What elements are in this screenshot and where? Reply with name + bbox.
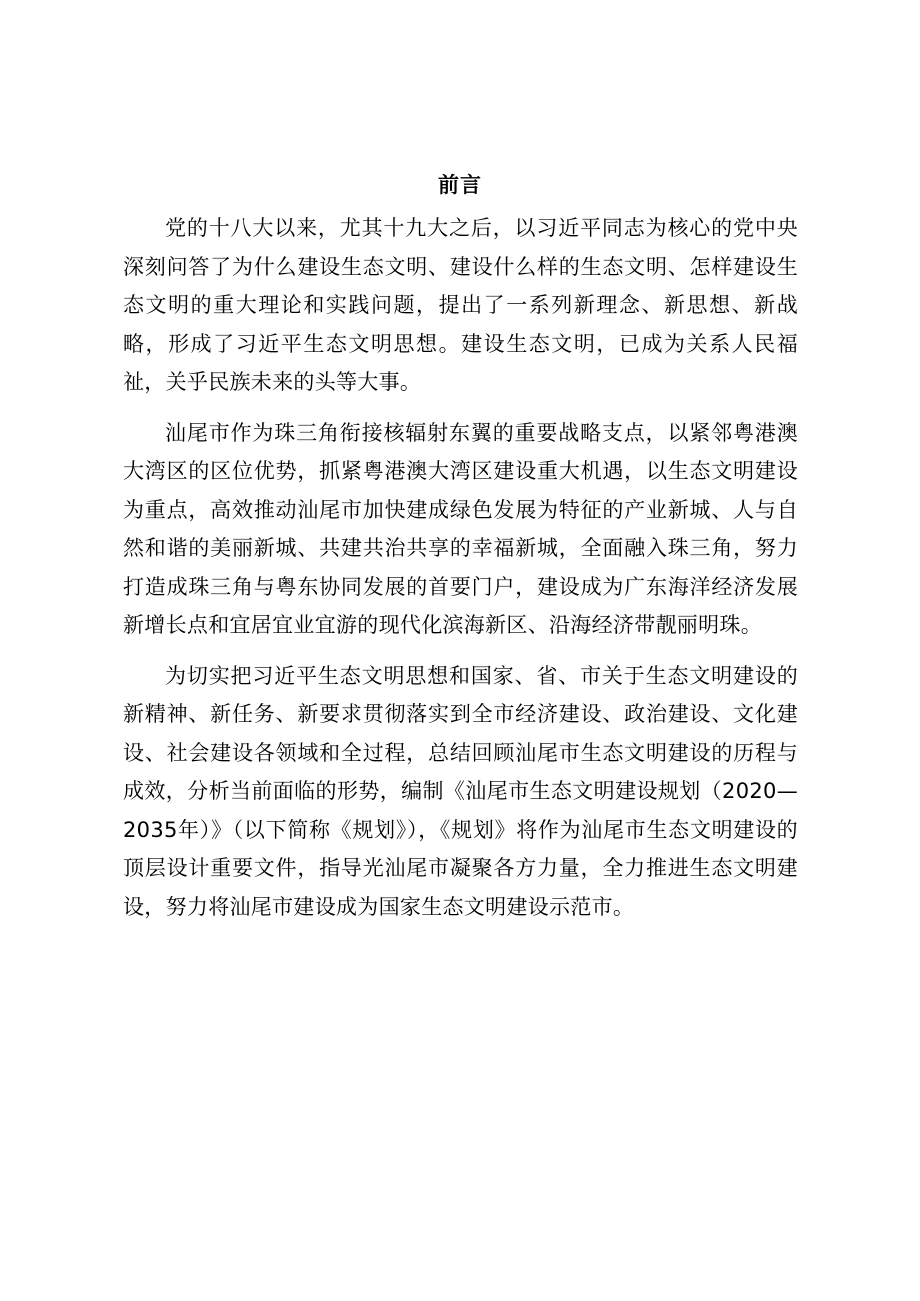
paragraph-3: 为切实把习近平生态文明思想和国家、省、市关于生态文明建设的新精神、新任务、新要求贯彻落实到全市经济建设、政治建设、文化建设、社会建设各领域和全过程，总结回顾汕尾市生态文明建设的历程与成效，分析当前面临的形势，编制《汕尾市生态文明建设规划（2020—2035年）》（以下简称《规划》），《规划》将作为汕尾市生态文明建设的顶层设计重要文件，指导光汕尾市凝聚各方力量，全力推进生态文明建设，努力将汕尾市建设成为国家生态文明建设示范市。 bbox=[123, 663, 798, 919]
page-title: 前言 bbox=[438, 173, 482, 197]
paragraph-2: 汕尾市作为珠三角衔接核辐射东翼的重要战略支点，以紧邻粤港澳大湾区的区位优势，抓紧粤港澳大湾区建设重大机遇，以生态文明建设为重点，高效推动汕尾市加快建成绿色发展为特征的产业新城、人与自然和谐的美丽新城、共建共治共享的幸福新城，全面融入珠三角，努力打造成珠三角与粤东协同发展的首要门户，建设成为广东海洋经济发展新增长点和宜居宜业宜游的现代化滨海新区、沿海经济带靓丽明珠。 bbox=[123, 420, 798, 637]
document-body bbox=[123, 209, 798, 938]
paragraph-1: 党的十八大以来，尤其十九大之后，以习近平同志为核心的党中央深刻问答了为什么建设生态文明、建设什么样的生态文明、怎样建设生态文明的重大理论和实践问题，提出了一系列新理念、新思想、新战略，形成了习近平生态文明思想。建设生态文明，已成为关系人民福祉，关乎民族未来的头等大事。 bbox=[123, 216, 798, 394]
